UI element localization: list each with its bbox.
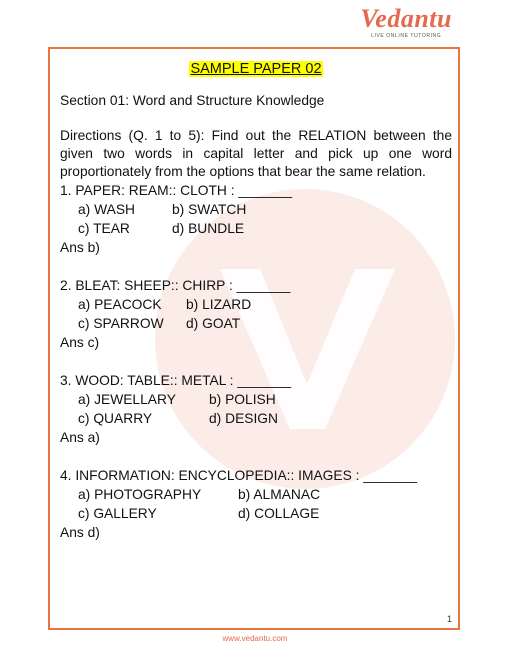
question-text: 3. WOOD: TABLE:: METAL : _______ — [60, 373, 292, 388]
option-a: a) PEACOCK — [78, 297, 162, 312]
options — [60, 295, 452, 333]
brand-logo — [360, 6, 452, 39]
brand-name: Vedantu — [360, 4, 452, 33]
option-c: c) QUARRY — [78, 411, 153, 426]
question-3 — [60, 371, 452, 447]
paper-title — [60, 61, 452, 83]
option-c: c) GALLERY — [78, 506, 157, 521]
question-2 — [60, 276, 452, 352]
option-d: d) COLLAGE — [238, 506, 320, 521]
question-4 — [60, 466, 452, 542]
option-c: c) SPARROW — [78, 316, 164, 331]
option-d: d) DESIGN — [209, 411, 278, 426]
option-b: b) POLISH — [209, 392, 276, 407]
paper-content — [60, 59, 452, 542]
option-a: a) PHOTOGRAPHY — [78, 487, 202, 502]
options — [60, 485, 452, 523]
brand-tagline: LIVE ONLINE TUTORING — [371, 33, 442, 39]
directions: Directions (Q. 1 to 5): Find out the RELATION between the given two words in capital letter and pick up one word proportionately from the options that bear the same relation. — [60, 128, 452, 179]
option-c: c) TEAR — [78, 221, 130, 236]
question-1 — [60, 181, 452, 257]
question-text: 1. PAPER: REAM:: CLOTH : _______ — [60, 183, 293, 198]
option-a: a) JEWELLARY — [78, 392, 176, 407]
page-frame — [48, 47, 460, 630]
question-text: 2. BLEAT: SHEEP:: CHIRP : _______ — [60, 278, 291, 293]
options — [60, 390, 452, 428]
option-d: d) BUNDLE — [172, 221, 245, 236]
option-b: b) ALMANAC — [238, 487, 321, 502]
option-b: b) SWATCH — [172, 202, 247, 217]
option-b: b) LIZARD — [186, 297, 252, 312]
page-number: 1 — [446, 614, 452, 624]
answer: Ans c) — [60, 335, 100, 350]
question-text: 4. INFORMATION: ENCYCLOPEDIA:: IMAGES : _______ — [60, 468, 418, 483]
section-heading: Section 01: Word and Structure Knowledge — [60, 93, 325, 108]
answer: Ans d) — [60, 525, 100, 540]
option-a: a) WASH — [78, 202, 135, 217]
option-d: d) GOAT — [186, 316, 241, 331]
footer-url[interactable]: www.vedantu.com — [222, 634, 288, 643]
answer: Ans a) — [60, 430, 100, 445]
paper-title-text: SAMPLE PAPER 02 — [190, 61, 322, 77]
options — [60, 200, 452, 238]
answer: Ans b) — [60, 240, 100, 255]
